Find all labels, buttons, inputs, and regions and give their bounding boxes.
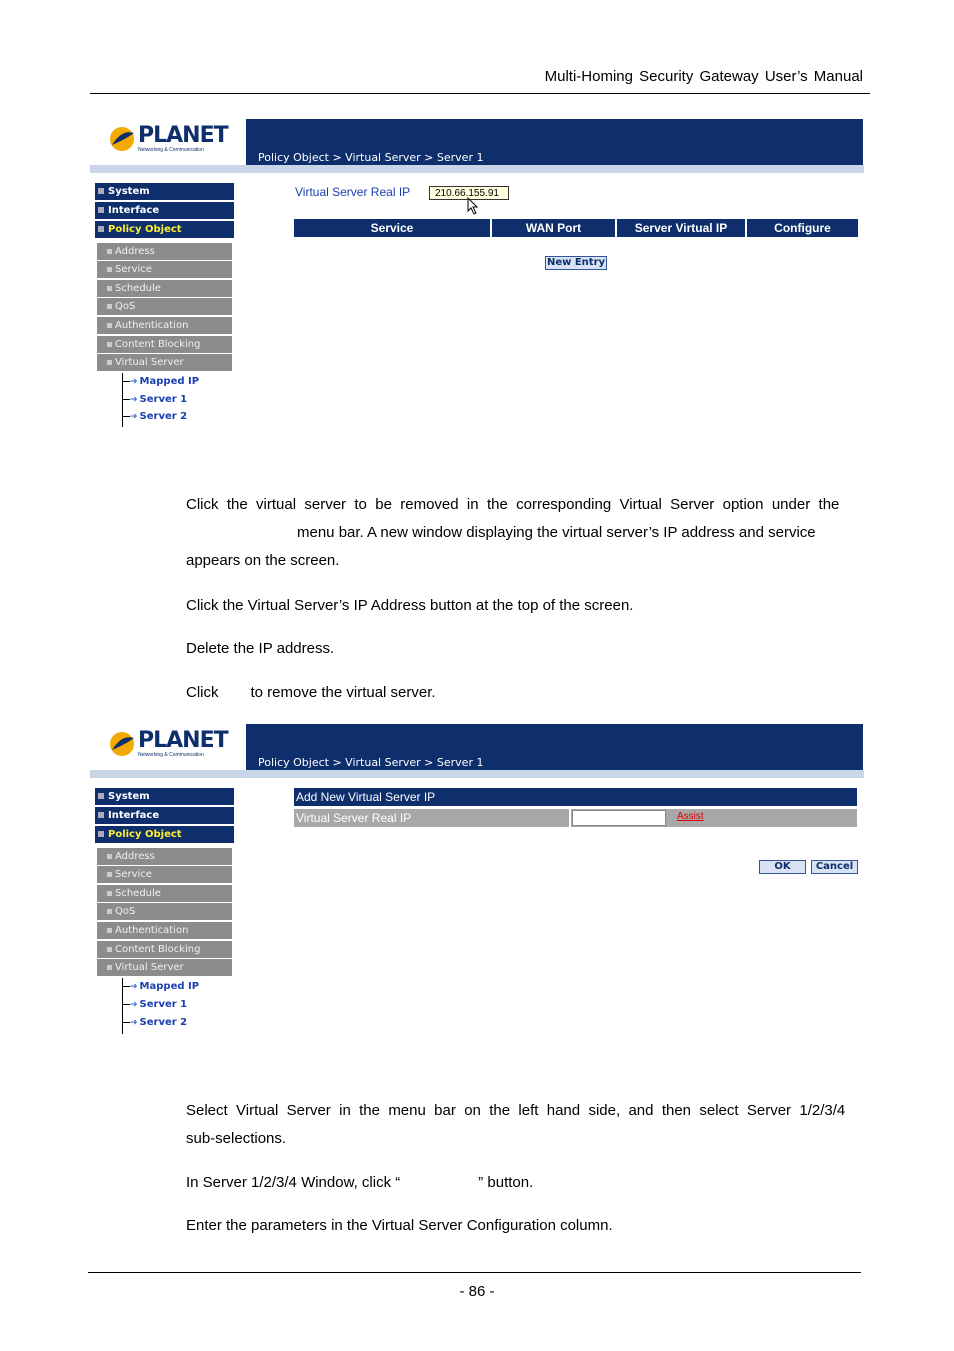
expand-icon	[107, 854, 112, 859]
form-row-label: Virtual Server Real IP	[294, 809, 569, 827]
col-server-virtual-ip: Server Virtual IP	[617, 219, 745, 237]
col-configure: Configure	[747, 219, 858, 237]
instruction-paragraph-5: Select Virtual Server in the menu bar on the left hand side, and then select Server 1/2/3/4 sub-selections.	[186, 1102, 846, 1147]
real-ip-button[interactable]: 210.66.155.91	[429, 186, 509, 200]
screenshot-server-1	[90, 119, 864, 429]
arrow-right-icon: ➔	[130, 1000, 138, 1010]
collapse-icon	[107, 360, 112, 365]
expand-icon	[107, 872, 112, 877]
instruction-paragraph-6: In Server 1/2/3/4 Window, click “ ” button.	[186, 1174, 534, 1191]
menu-sub-service[interactable]: Service	[97, 866, 232, 883]
new-entry-button[interactable]: New Entry	[546, 257, 606, 268]
menu-sub-virtual-server[interactable]: Virtual Server	[97, 959, 232, 976]
collapse-icon	[98, 831, 104, 837]
instruction-paragraph-1: Click the virtual server to be removed in the corresponding Virtual Server option under the menu bar. A new window displaying the virtual server’s IP address and service appears on the screen.	[186, 496, 840, 569]
banner-strip	[90, 770, 864, 778]
expand-icon	[107, 891, 112, 896]
top-banner	[246, 119, 863, 165]
instruction-paragraph-4: Click to remove the virtual server.	[186, 684, 436, 701]
col-wan-port: WAN Port	[492, 219, 615, 237]
expand-icon	[107, 323, 112, 328]
logo-name: PLANET	[138, 123, 228, 148]
menu-sub-authentication[interactable]: Authentication	[97, 317, 232, 334]
menu-sub-schedule[interactable]: Schedule	[97, 885, 232, 902]
menu-sub-content-blocking[interactable]: Content Blocking	[97, 941, 232, 958]
tree-server-1[interactable]: ➔ Server 1	[122, 999, 187, 1010]
expand-icon	[107, 286, 112, 291]
menu-interface[interactable]: Interface	[95, 807, 234, 824]
menu-system[interactable]: System	[95, 183, 234, 200]
tree-mapped-ip[interactable]: ➔ Mapped IP	[122, 981, 199, 992]
arrow-right-icon: ➔	[130, 412, 138, 422]
planet-globe-icon	[108, 125, 136, 153]
expand-icon	[107, 947, 112, 952]
menu-sub-qos[interactable]: QoS	[97, 298, 232, 315]
menu-interface[interactable]: Interface	[95, 202, 234, 219]
expand-icon	[98, 207, 104, 213]
expand-icon	[98, 188, 104, 194]
logo-tagline: Networking & Communication	[138, 147, 204, 153]
top-banner	[246, 724, 863, 770]
logo-name: PLANET	[138, 728, 228, 753]
menu-sub-authentication[interactable]: Authentication	[97, 922, 232, 939]
expand-icon	[107, 928, 112, 933]
arrow-right-icon: ➔	[130, 377, 138, 387]
planet-globe-icon	[108, 730, 136, 758]
form-title: Add New Virtual Server IP	[294, 788, 857, 806]
instruction-paragraph-2: Click the Virtual Server’s IP Address button at the top of the screen.	[186, 597, 634, 614]
screenshot-add-virtual-server	[90, 724, 864, 1036]
expand-icon	[107, 909, 112, 914]
assist-link[interactable]: Assist	[677, 811, 704, 822]
arrow-right-icon: ➔	[130, 395, 138, 405]
mouse-cursor-icon	[467, 197, 479, 215]
logo-tagline: Networking & Communication	[138, 752, 204, 758]
planet-logo	[108, 123, 228, 153]
menu-sub-content-blocking[interactable]: Content Blocking	[97, 336, 232, 353]
cancel-button[interactable]: Cancel	[811, 860, 858, 874]
tree-server-2[interactable]: ➔ Server 2	[122, 1017, 187, 1028]
planet-logo	[108, 728, 228, 758]
ok-button[interactable]: OK	[759, 860, 806, 874]
instruction-paragraph-3: Delete the IP address.	[186, 640, 335, 657]
collapse-icon	[107, 965, 112, 970]
menu-policy-object[interactable]: Policy Object	[95, 826, 234, 843]
menu-system[interactable]: System	[95, 788, 234, 805]
col-service: Service	[294, 219, 490, 237]
manual-title: Multi-Homing Security Gateway User’s Manual	[544, 68, 863, 85]
tree-server-1[interactable]: ➔ Server 1	[122, 394, 187, 405]
breadcrumb: Policy Object > Virtual Server > Server 1	[258, 756, 484, 769]
expand-icon	[98, 793, 104, 799]
expand-icon	[98, 812, 104, 818]
banner-strip	[90, 165, 864, 173]
expand-icon	[107, 249, 112, 254]
tree-mapped-ip[interactable]: ➔ Mapped IP	[122, 376, 199, 387]
menu-sub-schedule[interactable]: Schedule	[97, 280, 232, 297]
breadcrumb: Policy Object > Virtual Server > Server 1	[258, 151, 484, 164]
footer-rule	[88, 1272, 861, 1273]
arrow-right-icon: ➔	[130, 982, 138, 992]
page-number: - 86 -	[459, 1283, 495, 1300]
menu-sub-service[interactable]: Service	[97, 261, 232, 278]
menu-sub-virtual-server[interactable]: Virtual Server	[97, 354, 232, 371]
menu-sub-qos[interactable]: QoS	[97, 903, 232, 920]
tree-server-2[interactable]: ➔ Server 2	[122, 411, 187, 422]
collapse-icon	[98, 226, 104, 232]
real-ip-input[interactable]	[572, 810, 666, 826]
expand-icon	[107, 342, 112, 347]
menu-sub-address[interactable]: Address	[97, 848, 232, 865]
expand-icon	[107, 304, 112, 309]
arrow-right-icon: ➔	[130, 1018, 138, 1028]
menu-sub-address[interactable]: Address	[97, 243, 232, 260]
header-rule	[90, 93, 870, 94]
menu-policy-object[interactable]: Policy Object	[95, 221, 234, 238]
instruction-paragraph-7: Enter the parameters in the Virtual Server Configuration column.	[186, 1217, 613, 1234]
expand-icon	[107, 267, 112, 272]
real-ip-label: Virtual Server Real IP	[295, 185, 411, 199]
